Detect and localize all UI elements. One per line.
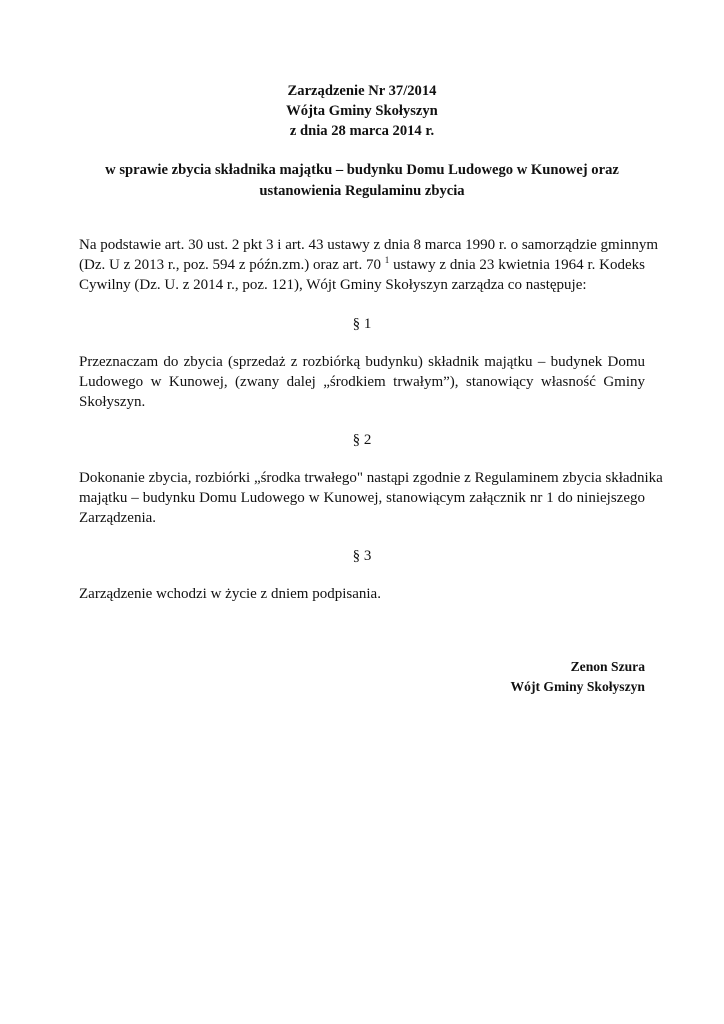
section-1-line-1: Przeznaczam do zbycia (sprzedaż z rozbiórką budynku) składnik majątku – budynek Domu [79,354,645,370]
section-3-paragraph [79,584,645,604]
title-line-issuer: Wójta Gminy Skołyszyn [286,103,438,119]
section-mark-2: § 2 [352,432,372,448]
preamble-line-2-a: (Dz. U z 2013 r., poz. 594 z późn.zm.) oraz art. 70 [79,257,385,273]
signature-position: Wójt Gminy Skołyszyn [510,679,645,694]
preamble-line-2-b: ustawy z dnia 23 kwietnia 1964 r. Kodeks [389,257,645,273]
section-1-line-3: Skołyszyn. [79,394,146,410]
section-2-line-1: Dokonanie zbycia, rozbiórki „środka trwałego" nastąpi zgodnie z Regulaminem zbycia składnika [79,470,663,486]
section-mark-1: § 1 [352,316,372,332]
preamble-line-2 [79,255,645,275]
preamble-paragraph [79,235,659,295]
title-line-number: Zarządzenie Nr 37/2014 [287,83,437,99]
section-mark-3: § 3 [352,548,372,564]
section-3-line-1: Zarządzenie wchodzi w życie z dniem podpisania. [79,586,381,602]
document-subject [79,160,645,202]
document-title [0,81,724,141]
section-2-line-2: majątku – budynku Domu Ludowego w Kunowej, stanowiącym załącznik nr 1 do niniejszego [79,490,645,506]
subject-line-1: w sprawie zbycia składnika majątku – budynku Domu Ludowego w Kunowej oraz [105,162,619,178]
preamble-superscript: 1 [384,255,390,265]
preamble-line-1: Na podstawie art. 30 ust. 2 pkt 3 i art. 43 ustawy z dnia 8 marca 1990 r. o samorządzie gminnym [79,237,659,253]
preamble-line-3: Cywilny (Dz. U. z 2014 r., poz. 121), Wójt Gminy Skołyszyn zarządza co następuje: [79,277,587,293]
section-2-line-3: Zarządzenia. [79,510,157,526]
title-line-date: z dnia 28 marca 2014 r. [289,123,435,139]
section-2-paragraph [79,468,663,528]
section-1-line-2: Ludowego w Kunowej, (zwany dalej „środkiem trwałym”), stanowiący własność Gminy [79,374,645,390]
section-1-paragraph [79,352,645,412]
subject-line-2: ustanowienia Regulaminu zbycia [259,183,465,199]
signature-block [511,657,645,697]
signature-name: Zenon Szura [570,659,645,674]
